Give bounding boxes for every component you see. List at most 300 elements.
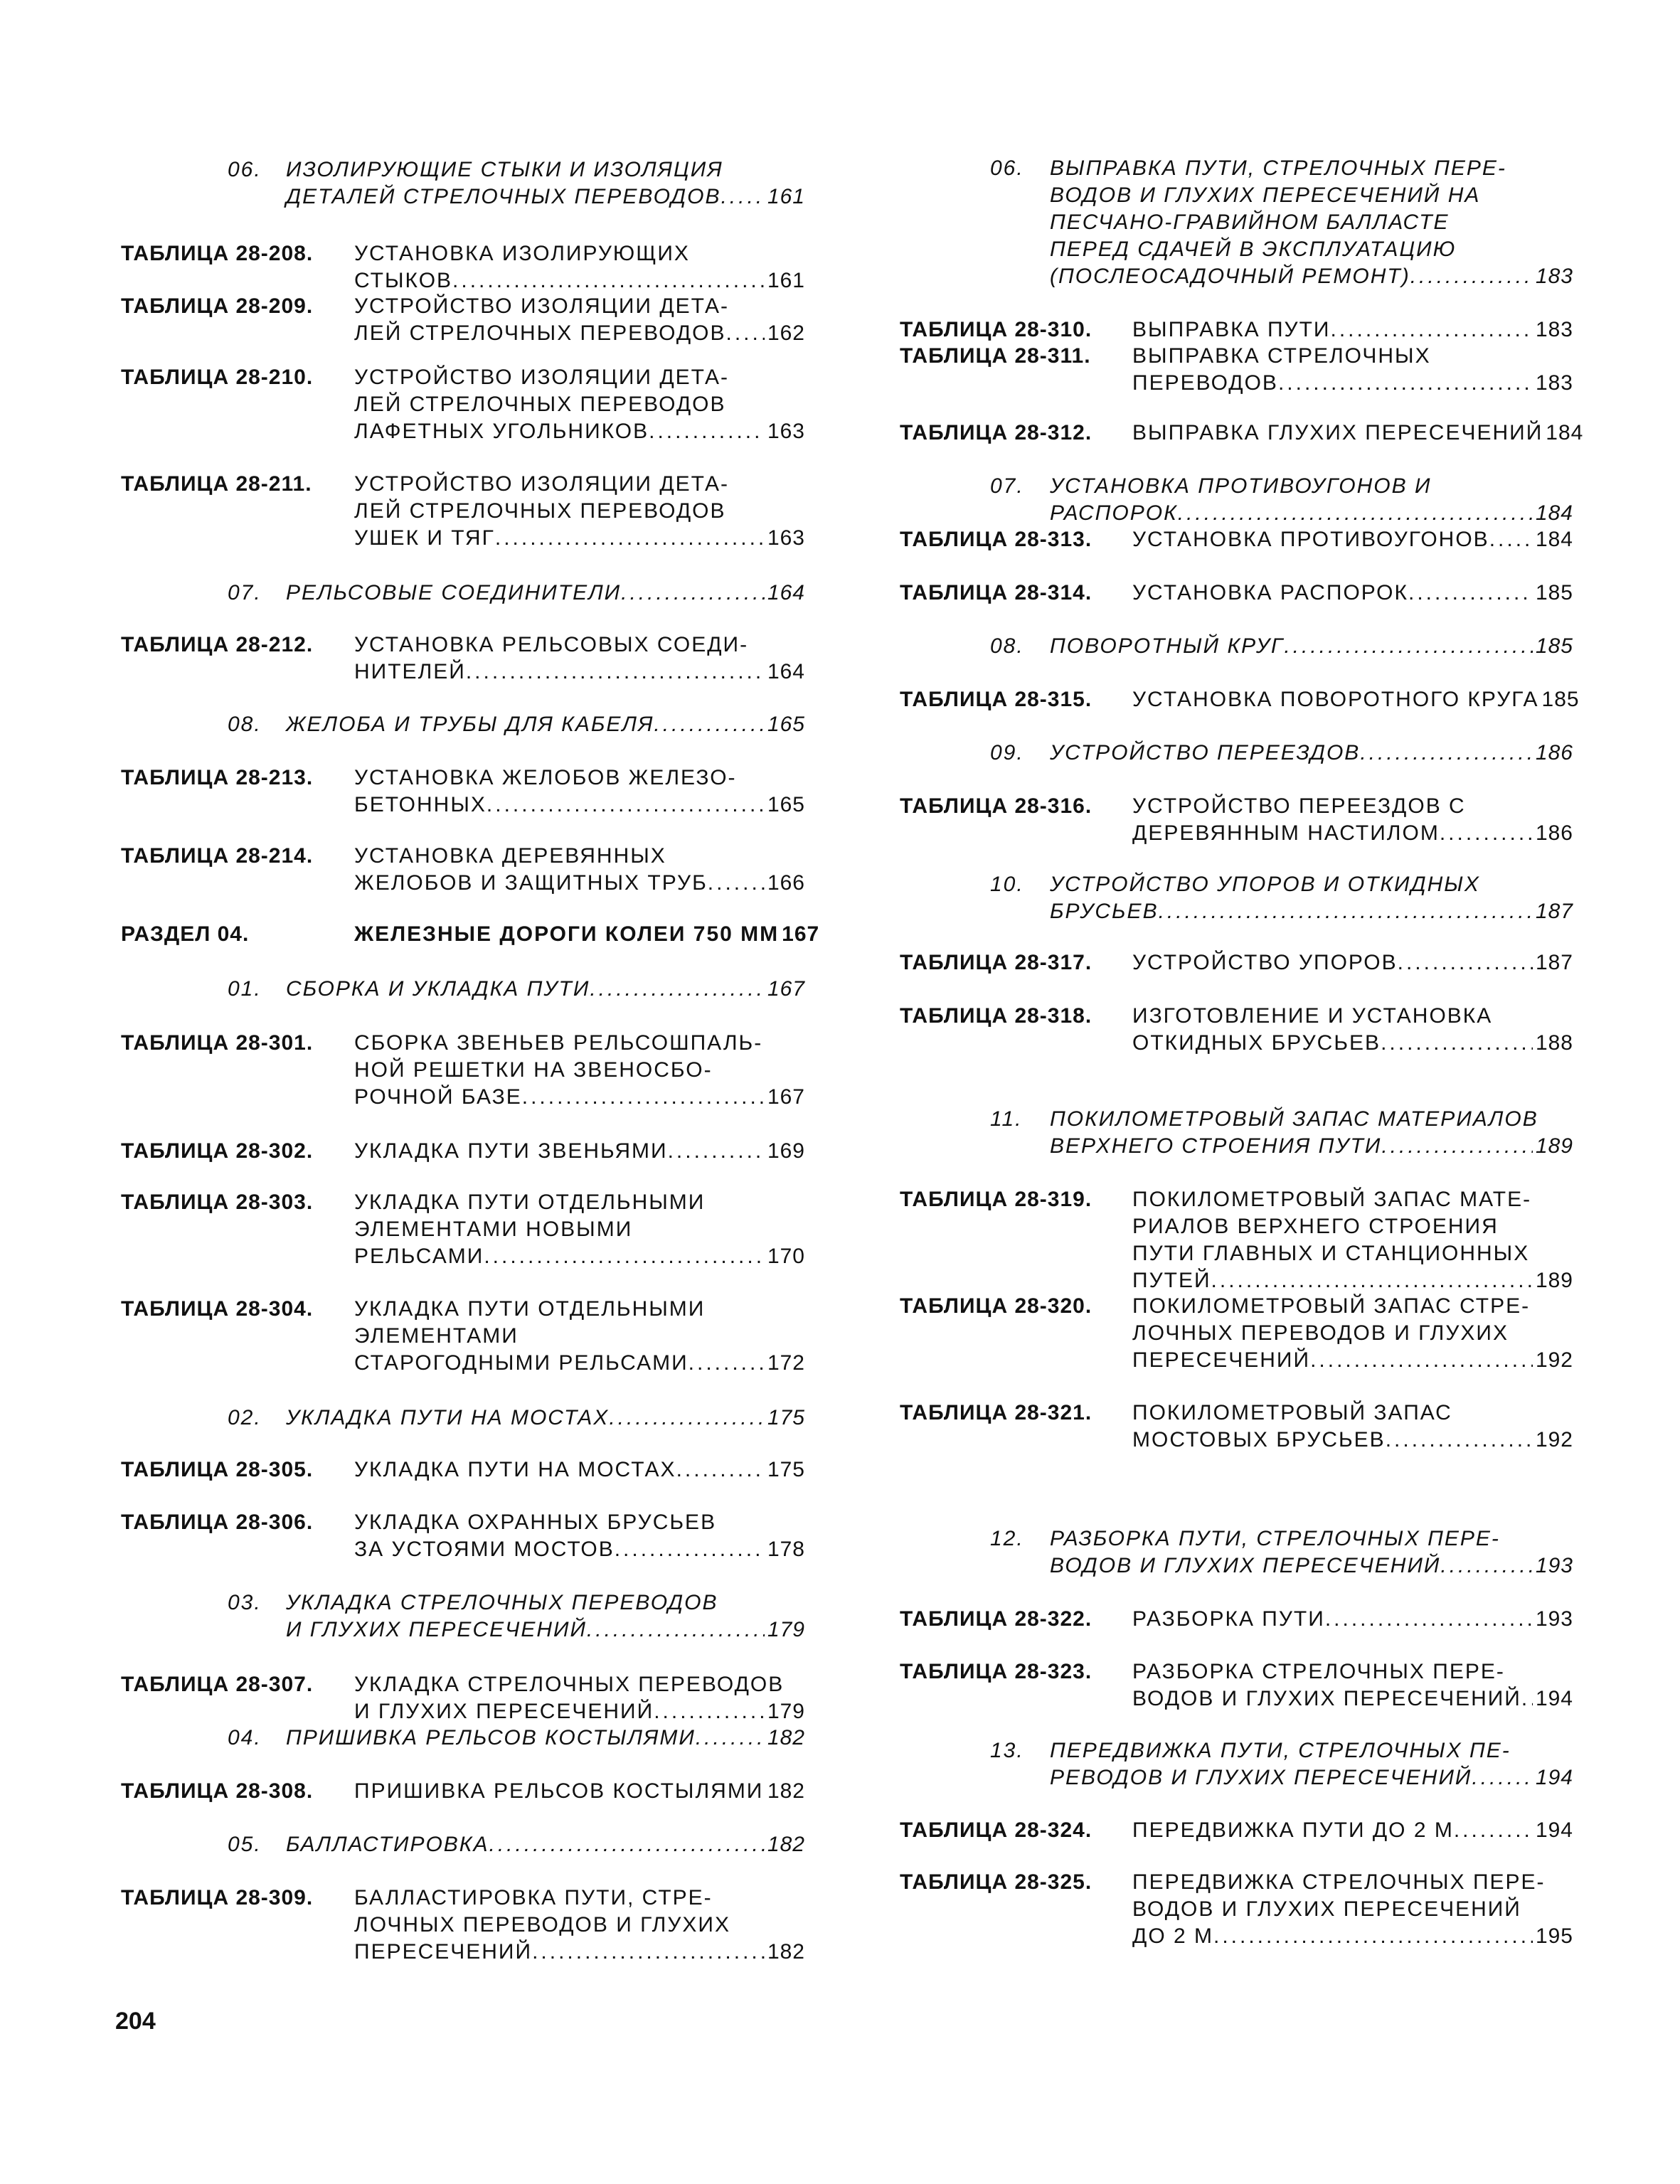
section-number: 04. [228,1726,262,1749]
table-number: ТАБЛИЦА 28-212. [121,633,314,656]
dot-leader [1159,898,1533,925]
section-number: 07. [228,581,262,604]
table-number: ТАБЛИЦА 28-307. [121,1673,314,1696]
page-reference[interactable]: 179 [767,1700,805,1723]
entry-title-line [1132,370,1573,397]
dot-leader [1284,633,1533,660]
entry-title-line [354,1030,805,1057]
entry-title-text: ВЫПРАВКА ПУТИ, СТРЕЛОЧНЫХ ПЕРЕ- [1050,156,1506,180]
entry-title-line [354,267,805,294]
table-number: ТАБЛИЦА 28-305. [121,1458,314,1481]
entry-title-text: ПЕРЕСЕЧЕНИЙ [1132,1348,1311,1372]
page-reference[interactable]: 183 [1535,371,1573,395]
entry-title-text: ДО 2 М [1132,1924,1213,1948]
entry-title-line [1050,263,1573,290]
entry-title [1050,155,1573,290]
entry-title-line [1050,155,1573,182]
page-reference[interactable]: 194 [1535,1687,1573,1710]
entry-title-text: УСТРОЙСТВО ПЕРЕЕЗДОВ С [1132,794,1466,818]
entry-title [1050,1106,1573,1160]
entry-title-text: ПОКИЛОМЕТРОВЫЙ ЗАПАС МАТЕРИАЛОВ [1050,1107,1538,1131]
section-number: 12. [990,1527,1024,1550]
entry-title-text: ПЕРЕВОДОВ [1132,371,1278,395]
entry-title [286,1831,805,1858]
page-reference[interactable]: 187 [1535,900,1573,923]
entry-title-line [354,792,805,819]
entry-title-text: ИЗОЛИРУЮЩИЕ СТЫКИ И ИЗОЛЯЦИЯ [286,158,723,181]
dot-leader [484,1243,765,1270]
entry-title-line [354,1350,805,1377]
entry-title-line [1132,949,1573,976]
entry-title-line [354,293,805,320]
section-number: 05. [228,1833,262,1856]
entry-title [1132,343,1573,397]
entry-title-line [1132,343,1573,370]
entry-title [1050,1525,1573,1580]
entry-title-line [286,1831,805,1858]
entry-title-line [1050,236,1573,263]
entry-title-line [354,1456,805,1483]
entry-title-line [354,1189,805,1216]
table-number: ТАБЛИЦА 28-309. [121,1886,314,1909]
page-reference[interactable]: 189 [1535,1269,1573,1292]
page-reference[interactable]: 184 [1535,501,1573,525]
section-number: 02. [228,1406,262,1429]
entry-title-line [354,1323,805,1350]
entry-title-text: НИТЕЛЕЙ [354,660,466,683]
entry-title-text: ВЫПРАВКА ПУТИ [1132,318,1331,341]
entry-title [1132,793,1573,847]
page-reference[interactable]: 185 [1541,688,1580,711]
table-number: ТАБЛИЦА 28-318. [900,1004,1092,1028]
dot-leader [696,1725,765,1752]
entry-title-text: ПЕРЕД СДАЧЕЙ В ЭКСПЛУАТАЦИЮ [1050,238,1457,261]
dot-leader [522,1084,765,1111]
entry-title [1132,580,1573,607]
entry-title-text: РОЧНОЙ БАЗЕ [354,1085,522,1109]
entry-title-text: ЖЕЛОБА И ТРУБЫ ДЛЯ КАБЕЛЯ [286,713,654,736]
dot-leader [532,1939,765,1966]
entry-title [1132,1003,1573,1057]
entry-title-line [1132,1923,1573,1950]
dot-leader [1325,1606,1533,1633]
entry-title-text: УСТРОЙСТВО ИЗОЛЯЦИИ ДЕТА- [354,472,729,496]
table-number: ТАБЛИЦА 28-323. [900,1660,1092,1683]
entry-title-line [1050,209,1573,236]
entry-title-line [354,391,805,418]
entry-title-text: И ГЛУХИХ ПЕРЕСЕЧЕНИЙ [286,1618,587,1641]
dot-leader [1211,1267,1533,1294]
entry-title [354,293,805,347]
entry-title-text: УСТАНОВКА РЕЛЬСОВЫХ СОЕДИ- [354,633,749,656]
entry-title-text: СБОРКА И УКЛАДКА ПУТИ [286,977,590,1001]
page-reference[interactable]: 192 [1535,1348,1573,1372]
dot-leader [689,1350,765,1377]
entry-title-text: БРУСЬЕВ [1050,900,1159,923]
entry-title-line [1050,1133,1573,1160]
page-reference[interactable]: 186 [1535,821,1573,845]
dot-leader [1440,820,1533,847]
entry-title-text: УСТАНОВКА ЖЕЛОБОВ ЖЕЛЕЗО- [354,766,737,789]
entry-title-text: ПУТЕЙ [1132,1269,1211,1292]
entry-title-text: ЖЕЛОБОВ И ЗАЩИТНЫХ ТРУБ [354,871,708,895]
page-reference[interactable]: 166 [767,871,805,895]
entry-title-text: УШЕК И ТЯГ [354,526,495,550]
page-reference[interactable]: 164 [767,581,805,604]
table-number: ТАБЛИЦА 28-308. [121,1779,314,1803]
entry-title-line [286,1616,805,1644]
page-reference[interactable]: 167 [782,922,820,946]
dot-leader [725,320,764,347]
dot-leader [1360,740,1533,767]
entry-title [354,1778,805,1805]
entry-title-text: ВОДОВ И ГЛУХИХ ПЕРЕСЕЧЕНИЙ [1050,1554,1441,1577]
page-reference[interactable]: 184 [1535,528,1573,551]
entry-title-line [1132,1347,1573,1374]
entry-title [354,1509,805,1563]
entry-title-text: ЛАФЕТНЫХ УГОЛЬНИКОВ [354,420,649,443]
entry-title [1132,526,1573,553]
entry-title-text: ДЕРЕВЯННЫМ НАСТИЛОМ [1132,821,1440,845]
table-number: ТАБЛИЦА 28-320. [900,1294,1092,1318]
page-reference[interactable]: 163 [767,526,805,550]
entry-title [1132,1186,1573,1294]
entry-title-line [286,711,805,738]
entry-title-text: (ПОСЛЕОСАДОЧНЫЙ РЕМОНТ) [1050,265,1410,288]
page-reference[interactable]: 175 [767,1458,805,1481]
table-number: ТАБЛИЦА 28-210. [121,366,314,389]
table-number: ТАБЛИЦА 28-311. [900,344,1091,368]
section-number: 06. [990,156,1024,180]
page-reference[interactable]: 162 [767,321,805,345]
page-reference[interactable]: 165 [767,793,805,816]
page-reference[interactable]: 167 [767,1085,805,1109]
entry-title-text: ВЫПРАВКА ГЛУХИХ ПЕРЕСЕЧЕНИЙ [1132,421,1543,444]
entry-title-text: РИАЛОВ ВЕРХНЕГО СТРОЕНИЯ [1132,1215,1499,1238]
entry-title-text: УСТРОЙСТВО ИЗОЛЯЦИИ ДЕТА- [354,366,729,389]
entry-title-line [354,1939,805,1966]
page-reference[interactable]: 178 [767,1538,805,1561]
entry-title-line [286,580,805,607]
entry-title-text: ПЕРЕДВИЖКА СТРЕЛОЧНЫХ ПЕРЕ- [1132,1870,1546,1894]
page-reference[interactable]: 170 [767,1245,805,1268]
page-reference[interactable]: 193 [1535,1607,1573,1631]
entry-title-line [354,320,805,347]
entry-title-text: УСТРОЙСТВО УПОРОВ И ОТКИДНЫХ [1050,873,1480,896]
entry-title-text: УКЛАДКА СТРЕЛОЧНЫХ ПЕРЕВОДОВ [354,1673,785,1696]
entry-title-text: ВЕРХНЕГО СТРОЕНИЯ ПУТИ [1050,1134,1382,1158]
table-number: ТАБЛИЦА 28-211. [121,472,312,496]
dot-leader [587,1616,765,1644]
page-reference[interactable]: 165 [767,713,805,736]
table-number: ТАБЛИЦА 28-312. [900,421,1092,444]
page-reference[interactable]: 187 [1535,951,1573,974]
entry-title [1132,1606,1573,1633]
entry-title-line [1132,1186,1573,1213]
table-number: ТАБЛИЦА 28-209. [121,294,314,318]
table-number: ТАБЛИЦА 28-315. [900,688,1092,711]
entry-title-text: ЛЕЙ СТРЕЛОЧНЫХ ПЕРЕВОДОВ [354,393,726,416]
entry-title-line [354,1671,805,1698]
entry-title-line [1050,500,1573,527]
entry-title-text: ПЕРЕСЕЧЕНИЙ [354,1940,533,1964]
page-reference[interactable]: 189 [1535,1134,1573,1158]
entry-title [1050,1737,1573,1791]
entry-title [354,1456,805,1483]
entry-title-text: РАЗБОРКА ПУТИ [1132,1607,1325,1631]
entry-title-line [354,1057,805,1084]
page-reference[interactable]: 164 [767,660,805,683]
entry-title [1050,871,1573,925]
entry-title-line [1132,1606,1573,1633]
entry-title-line [1050,871,1573,898]
entry-title-line [1132,316,1573,343]
entry-title-line [354,240,805,267]
dot-leader [1408,580,1533,607]
entry-title [286,1589,805,1644]
entry-title [1050,633,1573,660]
page-reference[interactable]: 193 [1535,1554,1573,1577]
section-number: 11. [990,1107,1023,1131]
dot-leader [676,1456,765,1483]
dot-leader [1381,1030,1533,1057]
section-number: 01. [228,977,262,1001]
entry-title [354,1138,805,1165]
dot-leader [668,1138,765,1165]
entry-title [1132,1817,1573,1844]
entry-title-line [354,1536,805,1563]
entry-title-text: ВЫПРАВКА СТРЕЛОЧНЫХ [1132,344,1431,368]
dot-leader [649,418,765,445]
entry-title-text: ВОДОВ И ГЛУХИХ ПЕРЕСЕЧЕНИЙ [1132,1897,1521,1921]
entry-title-line [354,1885,805,1912]
entry-title-line [1132,686,1580,713]
dot-leader [487,792,765,819]
section-number: 10. [990,873,1024,896]
entry-title-line [354,498,805,525]
entry-title-line [1132,580,1573,607]
page-reference[interactable]: 182 [767,1726,805,1749]
entry-title-line [354,471,805,498]
entry-title-line [354,1138,805,1165]
page-reference[interactable]: 182 [767,1833,805,1856]
entry-title [354,364,805,445]
table-number: ТАБЛИЦА 28-324. [900,1818,1092,1842]
entry-title-line [354,1509,805,1536]
entry-title-line [354,921,820,948]
page-reference[interactable]: 172 [767,1351,805,1375]
entry-title-line [1132,1658,1573,1685]
entry-title [354,471,805,552]
page-reference[interactable]: 175 [767,1406,805,1429]
entry-title-line [354,659,805,686]
entry-title-text: БАЛЛАСТИРОВКА [286,1833,489,1856]
entry-title-text: ДЕТАЛЕЙ СТРЕЛОЧНЫХ ПЕРЕВОДОВ [286,185,721,208]
page-reference[interactable]: 185 [1535,581,1573,604]
page-reference[interactable]: 161 [767,185,805,208]
dot-leader [489,1831,765,1858]
dot-leader [654,711,765,738]
entry-title [354,1296,805,1377]
entry-title-text: УКЛАДКА ПУТИ ЗВЕНЬЯМИ [354,1139,668,1163]
section-number: 03. [228,1591,262,1614]
entry-title-line [354,1084,805,1111]
table-number: ТАБЛИЦА 28-314. [900,581,1092,604]
page-reference[interactable]: 183 [1535,265,1573,288]
page-reference[interactable]: 167 [767,977,805,1001]
dot-leader [615,1536,765,1563]
page-reference[interactable]: 169 [767,1139,805,1163]
entry-title [1132,1658,1573,1712]
table-number: ТАБЛИЦА 28-310. [900,318,1092,341]
entry-title-line [1132,1817,1573,1844]
entry-title-line [354,525,805,552]
entry-title-text: ПРИШИВКА РЕЛЬСОВ КОСТЫЛЯМИ [354,1779,764,1803]
entry-title [1132,1400,1573,1454]
table-number: ТАБЛИЦА 28-317. [900,951,1092,974]
page-reference[interactable]: 182 [767,1940,805,1964]
dot-leader [1489,526,1533,553]
entry-title-text: ЭЛЕМЕНТАМИ НОВЫМИ [354,1218,633,1241]
entry-title [286,711,805,738]
entry-title-line [1050,1106,1573,1133]
dot-leader [1521,1685,1533,1712]
entry-title-text: ЛЕЙ СТРЕЛОЧНЫХ ПЕРЕВОДОВ [354,321,726,345]
entry-title [286,1725,805,1752]
entry-title-line [1050,740,1573,767]
entry-title-line [354,870,805,897]
entry-title-line [354,418,805,445]
entry-title-line [1050,1525,1573,1552]
entry-title-text: УСТРОЙСТВО ПЕРЕЕЗДОВ [1050,741,1361,765]
table-number: ТАБЛИЦА 28-313. [900,528,1092,551]
entry-title-line [1050,182,1573,209]
entry-title [1132,1293,1573,1374]
entry-title [354,632,805,686]
table-number: ТАБЛИЦА 28-214. [121,844,314,868]
entry-title-line [1050,1764,1573,1791]
entry-title-text: СТАРОГОДНЫМИ РЕЛЬСАМИ [354,1351,689,1375]
dot-leader [1213,1923,1533,1950]
section-number: 08. [990,634,1024,658]
entry-title-text: РАЗБОРКА СТРЕЛОЧНЫХ ПЕРЕ- [1132,1660,1505,1683]
entry-title-text: ПЕСЧАНО-ГРАВИЙНОМ БАЛЛАСТЕ [1050,211,1450,234]
entry-title [1132,420,1584,447]
page-reference[interactable]: 185 [1535,634,1573,658]
table-number: ТАБЛИЦА 28-301. [121,1031,314,1055]
entry-title-line [1132,1267,1573,1294]
entry-title-text: УКЛАДКА ПУТИ НА МОСТАХ [286,1406,610,1429]
entry-title-line [286,1405,805,1432]
entry-title [354,1030,805,1111]
entry-title-line [1132,420,1584,447]
dot-leader [452,267,765,294]
entry-title-text: СБОРКА ЗВЕНЬЕВ РЕЛЬСОШПАЛЬ- [354,1031,763,1055]
section-number: 07. [990,474,1024,498]
page-reference[interactable]: 163 [767,420,805,443]
entry-title-line [1132,1320,1573,1347]
entry-title-line [286,1725,805,1752]
entry-title [286,1405,805,1432]
entry-title-line [1050,1737,1573,1764]
page-reference[interactable]: 179 [767,1618,805,1641]
entry-title-text: УСТАНОВКА ПРОТИВОУГОНОВ И [1050,474,1432,498]
table-number: ТАБЛИЦА 28-306. [121,1511,314,1534]
dot-leader [590,976,765,1003]
table-number: ТАБЛИЦА 28-303. [121,1190,314,1214]
entry-title-text: УСТРОЙСТВО УПОРОВ [1132,951,1398,974]
entry-title-text: ЖЕЛЕЗНЫЕ ДОРОГИ КОЛЕИ 750 ММ [354,922,780,946]
entry-title-line [1132,1003,1573,1030]
entry-title-text: ПЕРЕДВИЖКА ПУТИ, СТРЕЛОЧНЫХ ПЕ- [1050,1739,1511,1762]
entry-title-text: ИЗГОТОВЛЕНИЕ И УСТАНОВКА [1132,1004,1493,1028]
entry-title-line [354,765,805,792]
entry-title-text: УСТАНОВКА РАСПОРОК [1132,581,1408,604]
section-number: 09. [990,741,1024,765]
page-reference[interactable]: 188 [1535,1031,1573,1055]
entry-title [354,921,820,948]
page-number: 204 [115,2008,156,2035]
entry-title [354,1885,805,1966]
entry-title-line [1050,898,1573,925]
page-reference[interactable]: 194 [1535,1766,1573,1789]
page-reference[interactable]: 186 [1535,741,1573,765]
entry-title-text: БЕТОННЫХ [354,793,487,816]
dot-leader [1410,263,1533,290]
entry-title-line [1132,1213,1573,1240]
entry-title-text: РЕВОДОВ И ГЛУХИХ ПЕРЕСЕЧЕНИЙ [1050,1766,1472,1789]
entry-title-text: УКЛАДКА ПУТИ НА МОСТАХ [354,1458,676,1481]
entry-title-text: ЛЕЙ СТРЕЛОЧНЫХ ПЕРЕВОДОВ [354,499,726,523]
entry-title-text: УСТАНОВКА ИЗОЛИРУЮЩИХ [354,242,690,265]
entry-title [1132,316,1573,343]
page-reference[interactable]: 183 [1535,318,1573,341]
entry-title-line [1132,793,1573,820]
entry-title-line [1132,1685,1573,1712]
entry-title-text: УКЛАДКА ПУТИ ОТДЕЛЬНЫМИ [354,1297,706,1321]
page-reference[interactable]: 194 [1535,1818,1573,1842]
page-reference[interactable]: 195 [1535,1924,1573,1948]
table-number: ТАБЛИЦА 28-322. [900,1607,1092,1631]
entry-title [1050,473,1573,527]
entry-title-line [286,156,805,183]
entry-title-text: ПОКИЛОМЕТРОВЫЙ ЗАПАС [1132,1401,1452,1424]
entry-title-text: ПУТИ ГЛАВНЫХ И СТАНЦИОННЫХ [1132,1242,1530,1265]
entry-title [354,240,805,294]
dot-leader [1178,500,1533,527]
dot-leader [1381,1133,1533,1160]
page-reference[interactable]: 182 [767,1779,805,1803]
entry-title-text: ПРИШИВКА РЕЛЬСОВ КОСТЫЛЯМИ [286,1726,696,1749]
entry-title-text: УСТРОЙСТВО ИЗОЛЯЦИИ ДЕТА- [354,294,729,318]
entry-title-line [354,1243,805,1270]
dot-leader [495,525,765,552]
dot-leader [609,1405,765,1432]
dot-leader [1454,1817,1533,1844]
page-reference[interactable]: 184 [1546,421,1584,444]
page-reference[interactable]: 161 [767,269,805,292]
section-number: 08. [228,713,262,736]
chapter-number: РАЗДЕЛ 04. [121,922,250,946]
entry-title-text: ЭЛЕМЕНТАМИ [354,1324,519,1348]
entry-title-text: ЛОЧНЫХ ПЕРЕВОДОВ И ГЛУХИХ [1132,1321,1509,1345]
table-number: ТАБЛИЦА 28-304. [121,1297,314,1321]
page-reference[interactable]: 192 [1535,1428,1573,1451]
dot-leader [1310,1347,1533,1374]
entry-title-text: УКЛАДКА СТРЕЛОЧНЫХ ПЕРЕВОДОВ [286,1591,718,1614]
entry-title-line [286,183,805,211]
entry-title [354,1671,805,1725]
